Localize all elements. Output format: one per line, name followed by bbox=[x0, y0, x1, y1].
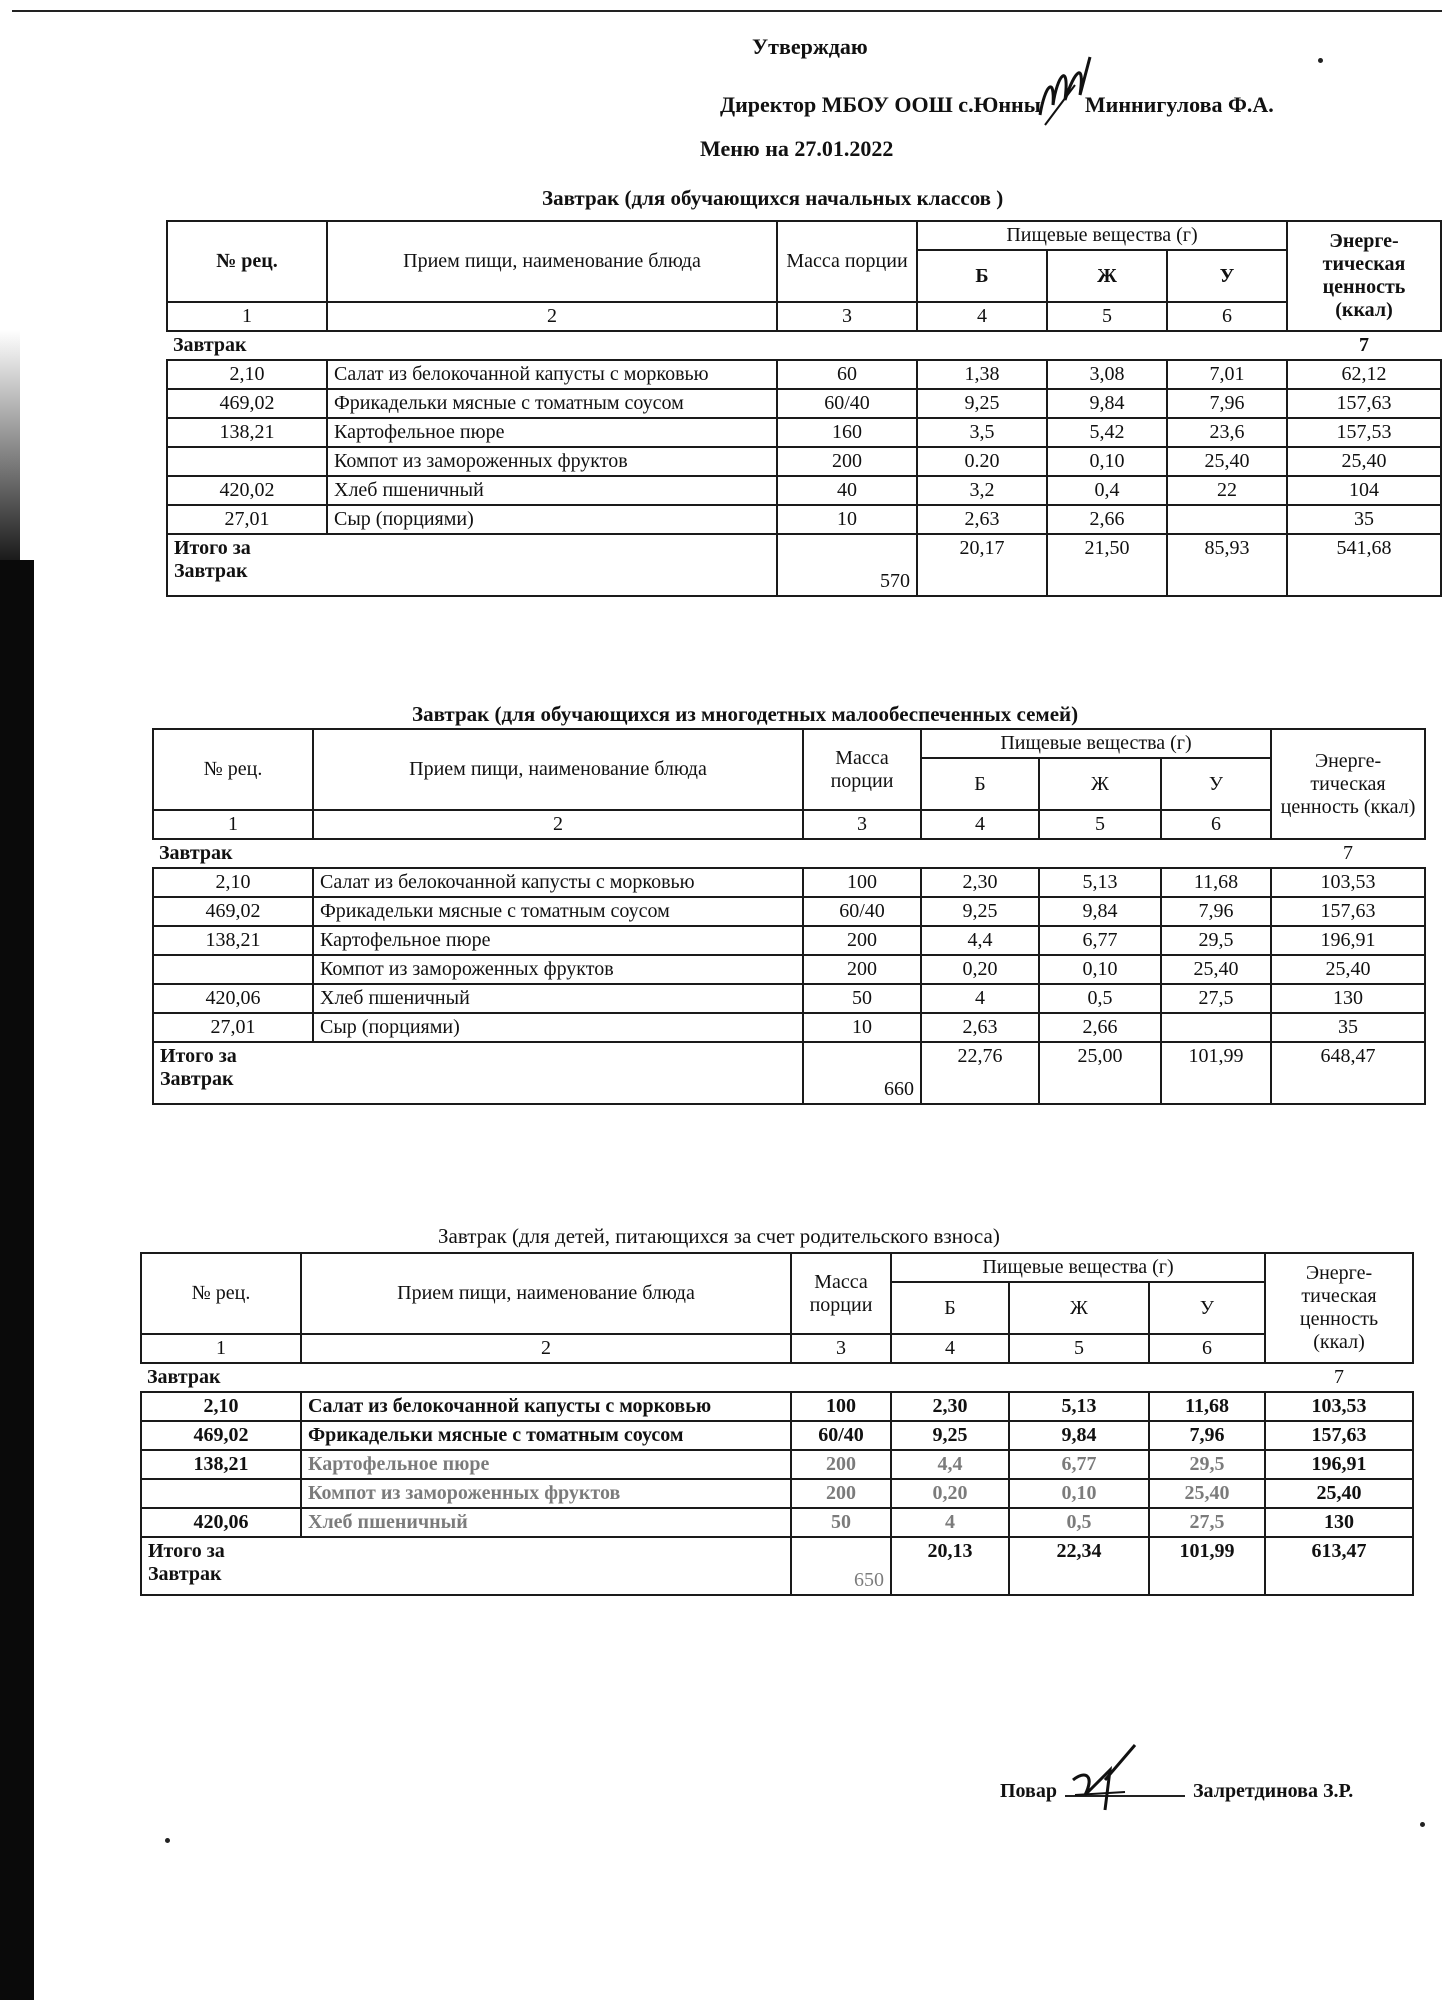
table-row bbox=[167, 476, 1441, 505]
total-energy: 648,47 bbox=[1271, 1042, 1425, 1104]
fat: 6,77 bbox=[1039, 926, 1161, 955]
dish-name: Салат из белокочанной капусты с морковью bbox=[327, 360, 777, 389]
total-label-line-2: Завтрак bbox=[174, 560, 248, 582]
header-b: Б bbox=[891, 1282, 1009, 1334]
fat: 3,08 bbox=[1047, 360, 1167, 389]
protein: 2,63 bbox=[921, 1013, 1039, 1042]
dish-name: Сыр (порциями) bbox=[327, 505, 777, 534]
colnum-6: 6 bbox=[1167, 302, 1287, 331]
total-carbs: 85,93 bbox=[1167, 534, 1287, 596]
fat: 0,10 bbox=[1047, 447, 1167, 476]
protein: 0.20 bbox=[917, 447, 1047, 476]
protein: 2,63 bbox=[917, 505, 1047, 534]
scan-speck bbox=[1420, 1822, 1425, 1827]
energy: 25,40 bbox=[1287, 447, 1441, 476]
protein: 3,2 bbox=[917, 476, 1047, 505]
header-nutrients: Пищевые вещества (г) bbox=[917, 221, 1287, 250]
rec-number: 2,10 bbox=[141, 1392, 301, 1421]
table-row bbox=[153, 926, 1425, 955]
energy: 130 bbox=[1265, 1508, 1413, 1537]
table-3-title: Завтрак (для детей, питающихся за счет родительского взноса) bbox=[438, 1224, 1000, 1248]
table-row bbox=[153, 897, 1425, 926]
section-label: Завтрак bbox=[153, 839, 1271, 868]
director-line bbox=[720, 92, 1274, 118]
dish-name: Салат из белокочанной капусты с морковью bbox=[313, 868, 803, 897]
header-b: Б bbox=[921, 758, 1039, 810]
fat: 2,66 bbox=[1047, 505, 1167, 534]
fat: 5,13 bbox=[1039, 868, 1161, 897]
dish-name: Фрикадельки мясные с томатным соусом bbox=[327, 389, 777, 418]
energy: 103,53 bbox=[1271, 868, 1425, 897]
rec-number bbox=[153, 955, 313, 984]
carbs: 7,01 bbox=[1167, 360, 1287, 389]
dish-name: Картофельное пюре bbox=[313, 926, 803, 955]
table-row bbox=[167, 389, 1441, 418]
fat: 0,5 bbox=[1009, 1508, 1149, 1537]
section-label: Завтрак bbox=[167, 331, 1287, 360]
colnum-1: 1 bbox=[167, 302, 327, 331]
table-row bbox=[141, 1450, 1413, 1479]
header-b: Б bbox=[917, 250, 1047, 302]
colnum-3: 3 bbox=[803, 810, 921, 839]
colnum-2: 2 bbox=[327, 302, 777, 331]
protein: 0,20 bbox=[891, 1479, 1009, 1508]
cook-label: Повар bbox=[1000, 1780, 1057, 1802]
fat: 6,77 bbox=[1009, 1450, 1149, 1479]
total-fat: 21,50 bbox=[1047, 534, 1167, 596]
header-dish: Прием пищи, наименование блюда bbox=[301, 1253, 791, 1334]
portion-mass: 50 bbox=[791, 1508, 891, 1537]
energy: 130 bbox=[1271, 984, 1425, 1013]
header-dish: Прием пищи, наименование блюда bbox=[313, 729, 803, 810]
rec-number bbox=[167, 447, 327, 476]
protein: 2,30 bbox=[921, 868, 1039, 897]
scan-speck bbox=[1318, 58, 1323, 63]
colnum-7: 7 bbox=[1271, 839, 1425, 868]
table-row bbox=[141, 1392, 1413, 1421]
fat: 9,84 bbox=[1039, 897, 1161, 926]
portion-mass: 200 bbox=[791, 1479, 891, 1508]
rec-number: 420,06 bbox=[141, 1508, 301, 1537]
total-label-line-1: Итого за bbox=[174, 537, 251, 559]
portion-mass: 40 bbox=[777, 476, 917, 505]
energy: 196,91 bbox=[1265, 1450, 1413, 1479]
cook-name: Залретдинова З.Р. bbox=[1192, 1780, 1354, 1802]
colnum-4: 4 bbox=[917, 302, 1047, 331]
energy: 25,40 bbox=[1265, 1479, 1413, 1508]
cook-signature bbox=[1065, 1740, 1145, 1830]
total-protein: 20,17 bbox=[917, 534, 1047, 596]
energy: 196,91 bbox=[1271, 926, 1425, 955]
carbs: 27,5 bbox=[1149, 1508, 1265, 1537]
energy: 62,12 bbox=[1287, 360, 1441, 389]
total-label-line-2: Завтрак bbox=[148, 1563, 222, 1585]
protein: 4,4 bbox=[921, 926, 1039, 955]
energy: 157,63 bbox=[1265, 1421, 1413, 1450]
dish-name: Картофельное пюре bbox=[301, 1450, 791, 1479]
fat: 0,10 bbox=[1009, 1479, 1149, 1508]
carbs: 23,6 bbox=[1167, 418, 1287, 447]
carbs bbox=[1167, 505, 1287, 534]
total-protein: 22,76 bbox=[921, 1042, 1039, 1104]
header-zh: Ж bbox=[1039, 758, 1161, 810]
portion-mass: 160 bbox=[777, 418, 917, 447]
header-mass: Масса порции bbox=[791, 1253, 891, 1334]
table-row bbox=[153, 955, 1425, 984]
dish-name: Хлеб пшеничный bbox=[313, 984, 803, 1013]
total-label bbox=[167, 534, 777, 596]
rec-number: 27,01 bbox=[153, 1013, 313, 1042]
protein: 9,25 bbox=[917, 389, 1047, 418]
portion-mass: 60 bbox=[777, 360, 917, 389]
colnum-3: 3 bbox=[791, 1334, 891, 1363]
dish-name: Сыр (порциями) bbox=[313, 1013, 803, 1042]
fat: 2,66 bbox=[1039, 1013, 1161, 1042]
dish-name: Салат из белокочанной капусты с морковью bbox=[301, 1392, 791, 1421]
portion-mass: 200 bbox=[791, 1450, 891, 1479]
total-label-line-2: Завтрак bbox=[160, 1068, 234, 1090]
portion-mass: 200 bbox=[777, 447, 917, 476]
header-zh: Ж bbox=[1009, 1282, 1149, 1334]
portion-mass: 100 bbox=[803, 868, 921, 897]
header-rec: № рец. bbox=[153, 729, 313, 810]
portion-mass: 60/40 bbox=[777, 389, 917, 418]
portion-mass: 100 bbox=[791, 1392, 891, 1421]
table-row bbox=[167, 447, 1441, 476]
carbs: 7,96 bbox=[1149, 1421, 1265, 1450]
scan-edge-shadow bbox=[0, 560, 34, 2000]
rec-number: 138,21 bbox=[167, 418, 327, 447]
table-row bbox=[167, 360, 1441, 389]
table-row bbox=[141, 1508, 1413, 1537]
colnum-5: 5 bbox=[1039, 810, 1161, 839]
carbs: 25,40 bbox=[1161, 955, 1271, 984]
carbs: 27,5 bbox=[1161, 984, 1271, 1013]
table-row bbox=[153, 1013, 1425, 1042]
energy: 35 bbox=[1287, 505, 1441, 534]
total-row bbox=[141, 1537, 1413, 1595]
energy: 35 bbox=[1271, 1013, 1425, 1042]
total-carbs: 101,99 bbox=[1149, 1537, 1265, 1595]
header-u: У bbox=[1161, 758, 1271, 810]
header-dish: Прием пищи, наименование блюда bbox=[327, 221, 777, 302]
carbs: 11,68 bbox=[1161, 868, 1271, 897]
protein: 4,4 bbox=[891, 1450, 1009, 1479]
dish-name: Компот из замороженных фруктов bbox=[301, 1479, 791, 1508]
carbs: 22 bbox=[1167, 476, 1287, 505]
dish-name: Компот из замороженных фруктов bbox=[327, 447, 777, 476]
total-label bbox=[141, 1537, 791, 1595]
dish-name: Картофельное пюре bbox=[327, 418, 777, 447]
menu-date: Меню на 27.01.2022 bbox=[700, 136, 894, 161]
portion-mass: 50 bbox=[803, 984, 921, 1013]
header-u: У bbox=[1167, 250, 1287, 302]
protein: 3,5 bbox=[917, 418, 1047, 447]
portion-mass: 200 bbox=[803, 926, 921, 955]
colnum-2: 2 bbox=[313, 810, 803, 839]
colnum-2: 2 bbox=[301, 1334, 791, 1363]
header-zh: Ж bbox=[1047, 250, 1167, 302]
colnum-4: 4 bbox=[921, 810, 1039, 839]
protein: 2,30 bbox=[891, 1392, 1009, 1421]
header-nutrients: Пищевые вещества (г) bbox=[921, 729, 1271, 758]
colnum-5: 5 bbox=[1009, 1334, 1149, 1363]
header-energy: Энерге-тическая ценность (ккал) bbox=[1265, 1253, 1413, 1363]
dish-name: Хлеб пшеничный bbox=[301, 1508, 791, 1537]
total-label-line-1: Итого за bbox=[160, 1045, 237, 1067]
menu-table-parent-paid bbox=[140, 1252, 1414, 1596]
carbs: 25,40 bbox=[1149, 1479, 1265, 1508]
director-name: Миннигулова Ф.А. bbox=[1084, 92, 1274, 117]
energy: 157,53 bbox=[1287, 418, 1441, 447]
total-fat: 22,34 bbox=[1009, 1537, 1149, 1595]
colnum-3: 3 bbox=[777, 302, 917, 331]
header-energy: Энерге-тическая ценность (ккал) bbox=[1287, 221, 1441, 331]
header-rec: № рец. bbox=[141, 1253, 301, 1334]
total-protein: 20,13 bbox=[891, 1537, 1009, 1595]
table-1-title: Завтрак (для обучающихся начальных классов ) bbox=[542, 186, 1004, 210]
dish-name: Компот из замороженных фруктов bbox=[313, 955, 803, 984]
energy: 157,63 bbox=[1287, 389, 1441, 418]
header-rec: № рец. bbox=[167, 221, 327, 302]
total-row bbox=[167, 534, 1441, 596]
header-u: У bbox=[1149, 1282, 1265, 1334]
scan-edge-gradient bbox=[0, 330, 20, 570]
portion-mass: 200 bbox=[803, 955, 921, 984]
protein: 9,25 bbox=[921, 897, 1039, 926]
director-title: Директор МБОУ ООШ с.Юнны bbox=[720, 92, 1041, 117]
section-label: Завтрак bbox=[141, 1363, 1265, 1392]
colnum-4: 4 bbox=[891, 1334, 1009, 1363]
header-energy: Энерге-тическая ценность (ккал) bbox=[1271, 729, 1425, 839]
protein: 0,20 bbox=[921, 955, 1039, 984]
dish-name: Хлеб пшеничный bbox=[327, 476, 777, 505]
rec-number: 138,21 bbox=[141, 1450, 301, 1479]
colnum-7: 7 bbox=[1287, 331, 1441, 360]
dish-name: Фрикадельки мясные с томатным соусом bbox=[313, 897, 803, 926]
cook-signature-line bbox=[1000, 1780, 1353, 1803]
fat: 5,42 bbox=[1047, 418, 1167, 447]
carbs: 11,68 bbox=[1149, 1392, 1265, 1421]
table-row bbox=[153, 868, 1425, 897]
table-row bbox=[141, 1421, 1413, 1450]
total-label bbox=[153, 1042, 803, 1104]
energy: 103,53 bbox=[1265, 1392, 1413, 1421]
header-mass: Масса порции bbox=[777, 221, 917, 302]
energy: 104 bbox=[1287, 476, 1441, 505]
rec-number: 27,01 bbox=[167, 505, 327, 534]
carbs: 7,96 bbox=[1167, 389, 1287, 418]
approve-heading: Утверждаю bbox=[752, 34, 868, 59]
carbs: 7,96 bbox=[1161, 897, 1271, 926]
header-nutrients: Пищевые вещества (г) bbox=[891, 1253, 1265, 1282]
carbs: 25,40 bbox=[1167, 447, 1287, 476]
rec-number: 420,02 bbox=[167, 476, 327, 505]
menu-table-large-families bbox=[152, 728, 1426, 1105]
top-rule bbox=[12, 10, 1442, 12]
carbs: 29,5 bbox=[1161, 926, 1271, 955]
total-energy: 541,68 bbox=[1287, 534, 1441, 596]
rec-number: 2,10 bbox=[167, 360, 327, 389]
total-mass: 660 bbox=[803, 1042, 921, 1104]
colnum-5: 5 bbox=[1047, 302, 1167, 331]
colnum-1: 1 bbox=[153, 810, 313, 839]
protein: 4 bbox=[921, 984, 1039, 1013]
carbs bbox=[1161, 1013, 1271, 1042]
portion-mass: 10 bbox=[777, 505, 917, 534]
portion-mass: 60/40 bbox=[791, 1421, 891, 1450]
protein: 4 bbox=[891, 1508, 1009, 1537]
table-2-title: Завтрак (для обучающихся из многодетных малообеспеченных семей) bbox=[412, 702, 1079, 726]
rec-number bbox=[141, 1479, 301, 1508]
colnum-6: 6 bbox=[1161, 810, 1271, 839]
rec-number: 420,06 bbox=[153, 984, 313, 1013]
total-row bbox=[153, 1042, 1425, 1104]
director-signature bbox=[1035, 55, 1095, 135]
total-label-line-1: Итого за bbox=[148, 1540, 225, 1562]
total-mass: 650 bbox=[791, 1537, 891, 1595]
energy: 157,63 bbox=[1271, 897, 1425, 926]
colnum-6: 6 bbox=[1149, 1334, 1265, 1363]
colnum-7: 7 bbox=[1265, 1363, 1413, 1392]
fat: 9,84 bbox=[1047, 389, 1167, 418]
table-row bbox=[141, 1479, 1413, 1508]
protein: 1,38 bbox=[917, 360, 1047, 389]
total-fat: 25,00 bbox=[1039, 1042, 1161, 1104]
total-energy: 613,47 bbox=[1265, 1537, 1413, 1595]
protein: 9,25 bbox=[891, 1421, 1009, 1450]
energy: 25,40 bbox=[1271, 955, 1425, 984]
menu-table-primary bbox=[166, 220, 1442, 597]
fat: 9,84 bbox=[1009, 1421, 1149, 1450]
portion-mass: 10 bbox=[803, 1013, 921, 1042]
rec-number: 138,21 bbox=[153, 926, 313, 955]
total-carbs: 101,99 bbox=[1161, 1042, 1271, 1104]
portion-mass: 60/40 bbox=[803, 897, 921, 926]
dish-name: Фрикадельки мясные с томатным соусом bbox=[301, 1421, 791, 1450]
rec-number: 469,02 bbox=[153, 897, 313, 926]
rec-number: 2,10 bbox=[153, 868, 313, 897]
carbs: 29,5 bbox=[1149, 1450, 1265, 1479]
fat: 0,4 bbox=[1047, 476, 1167, 505]
header-mass: Масса порции bbox=[803, 729, 921, 810]
scan-speck bbox=[165, 1838, 170, 1843]
table-row bbox=[167, 505, 1441, 534]
fat: 0,5 bbox=[1039, 984, 1161, 1013]
table-row bbox=[167, 418, 1441, 447]
rec-number: 469,02 bbox=[167, 389, 327, 418]
rec-number: 469,02 bbox=[141, 1421, 301, 1450]
fat: 0,10 bbox=[1039, 955, 1161, 984]
total-mass: 570 bbox=[777, 534, 917, 596]
fat: 5,13 bbox=[1009, 1392, 1149, 1421]
colnum-1: 1 bbox=[141, 1334, 301, 1363]
table-row bbox=[153, 984, 1425, 1013]
